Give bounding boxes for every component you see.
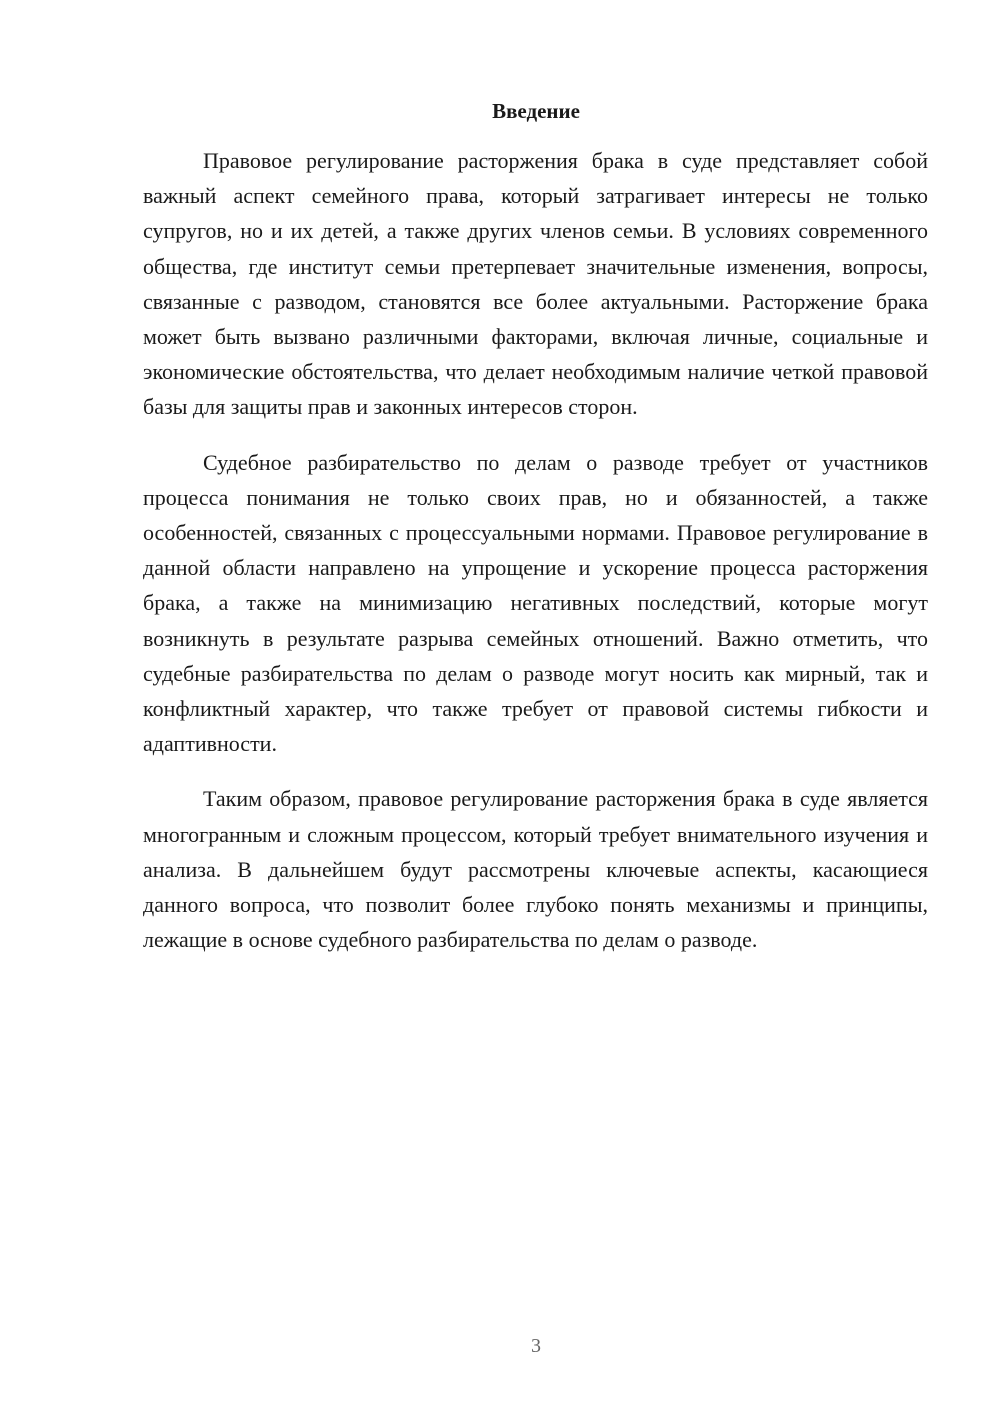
paragraph-1: Правовое регулирование расторжения брака в суде представляет собой важный аспект семейного права, который затрагивает интересы не только супругов, но и их детей, а также других членов семьи. В условиях современного общества, где институт семьи претерпевает значительные изменения, вопросы, связанные с разводом, становятся все более актуальными. Расторжение брака может быть вызвано различными факторами, включая личные, социальные и экономические обстоятельства, что делает необходимым наличие четкой правовой базы для защиты прав и законных интересов сторон. — [143, 148, 928, 420]
section-heading: Введение — [492, 99, 580, 123]
paragraph-3: Таким образом, правовое регулирование расторжения брака в суде является многогранным и сложным процессом, который требует внимательного изучения и анализа. В дальнейшем будут рассмотрены ключевые аспекты, касающиеся данного вопроса, что позволит более глубоко понять механизмы и принципы, лежащие в основе судебного разбирательства по делам о разводе. — [143, 786, 928, 953]
body-text — [143, 143, 928, 977]
page-number: 3 — [531, 1335, 541, 1357]
paragraph-2: Судебное разбирательство по делам о разводе требует от участников процесса понимания не только своих прав, но и обязанностей, а также особенностей, связанных с процессуальными нормами. Правовое регулирование в данной области направлено на упрощение и ускорение процесса расторжения брака, а также на минимизацию негативных последствий, которые могут возникнуть в результате разрыва семейных отношений. Важно отметить, что судебные разбирательства по делам о разводе могут носить как мирный, так и конфликтный характер, что также требует от правовой системы гибкости и адаптивности. — [143, 449, 928, 757]
